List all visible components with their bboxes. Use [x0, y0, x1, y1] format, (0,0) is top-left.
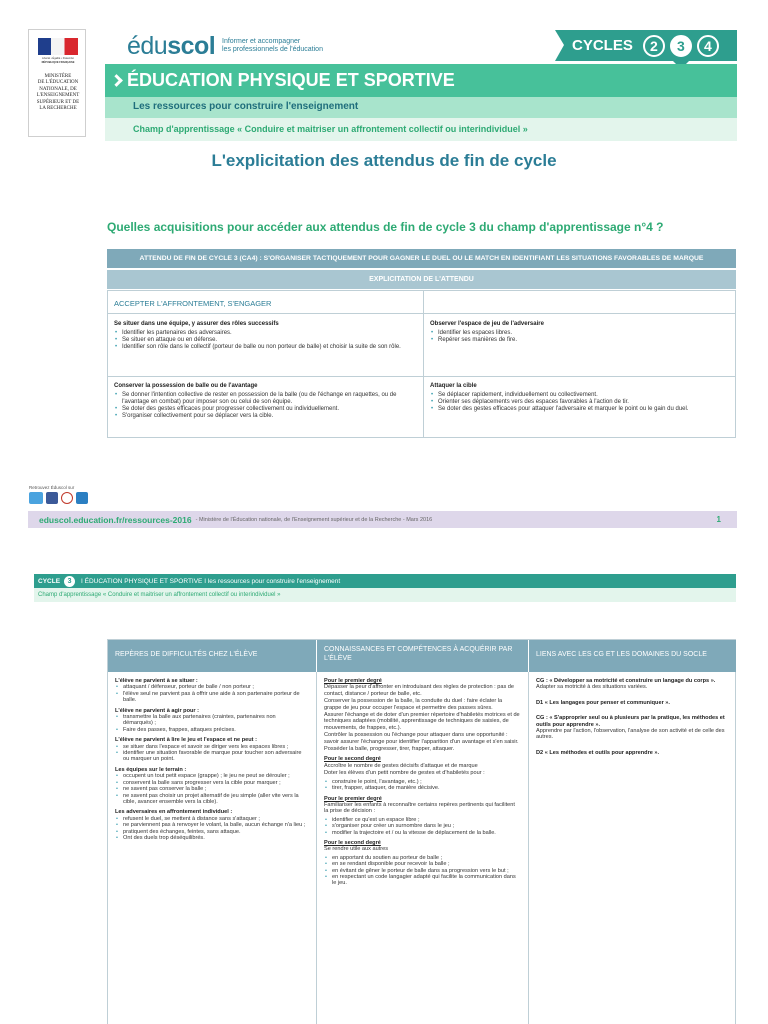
list-item: • Faire des passes, frappes, attaques précises. — [115, 727, 307, 733]
p2-cycle-badge: 3 — [64, 576, 75, 587]
p2-col-difficultes — [115, 678, 307, 841]
brand-scol: scol — [167, 32, 216, 60]
paragraph: Familiariser les enfants à reconnaître certains repères pertinents qui facilitent la prise de décision : — [324, 801, 515, 815]
republic-label: RÉPUBLIQUE FRANÇAISE — [41, 61, 75, 64]
paragraph: Posséder la balle, progresser, tirer, frapper, attaquer. — [324, 746, 455, 753]
p2-cycle-label: CYCLE — [38, 577, 61, 585]
bullet-list — [114, 392, 417, 420]
list-item: • Se donner l'intention collective de rester en possession de la balle (ou de l'échange en raquettes, ou de l'avantage en combat) pour imposer son ou celui de son équipe. — [114, 392, 417, 406]
p2-divider-2 — [528, 672, 529, 1024]
list-item: • conservent la balle sans progresser vers la cible pour marquer ; — [115, 780, 307, 786]
explicitation-header: EXPLICITATION DE L'ATTENDU — [107, 270, 736, 289]
brand-tagline: Informer et accompagner les professionnels de l'éducation — [222, 38, 323, 53]
list-item: • modifier la trajectoire et / ou la vitesse de déplacement de la balle. — [324, 830, 520, 836]
dailymotion-icon[interactable] — [61, 492, 73, 504]
list-item: • refusent le duel, se mettent à distance sans s'attaquer ; — [115, 816, 307, 822]
block-title: L'élève ne parvient à agir pour : — [115, 707, 200, 714]
ministry-name: MINISTÈRE DE L'ÉDUCATION NATIONALE, DE L'ENSEIGNEMENT SUPÉRIEUR ET DE LA RECHERCHE — [36, 74, 80, 112]
p2-header-difficultes: REPÈRES DE DIFFICULTÉS CHEZ L'ÉLÈVE — [108, 640, 316, 672]
brand-edu: édu — [127, 32, 168, 60]
paragraph: Assurer l'échange et de doter d'un premier répertoire d'habiletés motrices et de techniques adaptées (mobilité, apprentissage de techniques de saisies, de mouvements, de frappes, etc.). — [324, 712, 520, 731]
section-subtitle: Les ressources pour construire l'enseignement — [105, 97, 737, 118]
bullet-list — [430, 392, 730, 413]
list-item: • Ont des duels trop déséquilibrés. — [115, 835, 307, 841]
degree-heading: Pour le premier degré — [324, 678, 382, 684]
accepter-row: ACCEPTER L'AFFRONTEMENT, S'ENGAGER — [108, 291, 424, 314]
socle-link-title: D2 « Les méthodes et outils pour apprendre ». — [536, 749, 660, 756]
list-item: • ne parviennent pas à renvoyer le volant, la balle, aucun échange n'a lieu ; — [115, 822, 307, 828]
paragraph: Se rendre utile aux autres — [324, 846, 389, 853]
attendu-table — [107, 290, 736, 438]
list-item: • tirer, frapper, attaquer, de manière décisive. — [324, 785, 520, 791]
cycles-badge — [555, 30, 737, 61]
list-item: • Orienter ses déplacements vers des espaces favorables à l'action de tir. — [430, 399, 730, 406]
socle-link-text: Adapter sa motricité à des situations variées. — [536, 684, 648, 691]
paragraph: Dépasser la peur d'affronter en introduisant des règles de protection : pas de contact, distance / porteur de balle, etc. — [324, 684, 515, 697]
social-label: Retrouvez Éduscol sur — [29, 485, 75, 490]
paragraph: Accroître le nombre de gestes décisifs d'attaque et de marque — [324, 762, 478, 769]
cell-observer — [424, 314, 736, 377]
p2-col-liens — [536, 678, 728, 756]
socle-link-text: Apprendre par l'action, l'observation, l'analyse de son activité et de celle des autres. — [536, 728, 725, 741]
viadeo-icon[interactable] — [76, 492, 88, 504]
p2-cycle-band — [34, 574, 736, 588]
paragraph: Contrôler la possession ou l'échange pour attaquer dans une opportunité : savoir assurer l'échange pour identifier l'apparition d'un avantage et s'en saisir. — [324, 732, 519, 745]
page-footer — [28, 511, 737, 528]
p2-col-connaissances — [324, 678, 520, 887]
bullet-list — [115, 773, 307, 805]
list-item: • en apportant du soutien au porteur de balle ; — [324, 855, 520, 861]
degree-heading: Pour le second degré — [324, 839, 381, 846]
cell-attaquer — [424, 377, 736, 438]
cycles-arrow-icon — [555, 30, 564, 61]
twitter-icon[interactable] — [29, 492, 43, 504]
cell-conserver — [108, 377, 424, 438]
chevron-right-icon — [110, 74, 123, 87]
list-item: • l'élève seul ne parvient pas à offrir une aide à son partenaire porteur de balle. — [115, 691, 307, 704]
p2-table — [107, 639, 736, 1024]
bullet-list — [324, 817, 520, 836]
cell-title: Observer l'espace de jeu de l'adversaire — [430, 321, 544, 327]
list-item: • en se rendant disponible pour recevoir la balle ; — [324, 861, 520, 867]
socle-link-title: CG : « Développer sa motricité et construire un langage du corps ». — [536, 678, 716, 684]
cycle-3-badge: 3 — [670, 35, 692, 57]
list-item: • identifier ce qu'est un espace libre ; — [324, 817, 520, 823]
list-item: • transmettre la balle aux partenaires (craintes, partenaires non démarqués) ; — [115, 714, 307, 727]
bullet-list — [115, 684, 307, 703]
cycle-4-badge: 4 — [697, 35, 719, 57]
list-item: • Se doter des gestes efficaces pour progresser collectivement ou individuellement. — [114, 406, 417, 413]
bullet-list — [324, 855, 520, 887]
socle-link-title: D1 « Les langages pour penser et communiquer ». — [536, 699, 670, 706]
cell-title: Attaquer la cible — [430, 383, 477, 389]
list-item: • s'organiser pour créer un surnombre dans le jeu ; — [324, 823, 520, 829]
list-item: • en évitant de gêner le porteur de balle dans sa progression vers le but ; — [324, 868, 520, 874]
cell-title: Se situer dans une équipe, y assurer des rôles successifs — [114, 321, 279, 327]
list-item: • construire le point, l'avantage, etc.) ; — [324, 779, 520, 785]
list-item: • Repérer ses manières de fire. — [430, 337, 730, 344]
list-item: • en respectant un code langagier adapté qui facilite la communication dans le jeu. — [324, 874, 520, 887]
list-item: • Identifier les espaces libres. — [430, 330, 730, 337]
block-title: Les adversaires en affrontement individuel : — [115, 809, 233, 816]
list-item: • Identifier les partenaires des adversaires. — [114, 330, 417, 337]
champ-banner: Champ d'apprentissage « Conduire et maitriser un affrontement collectif ou interindividuel » — [105, 118, 737, 141]
question-heading: Quelles acquisitions pour accéder aux attendus de fin de cycle 3 du champ d'apprentissage n°4 ? — [107, 220, 664, 234]
empty-cell — [424, 291, 736, 314]
p2-band-text: I ÉDUCATION PHYSIQUE ET SPORTIVE I les ressources pour construire l'enseignement — [81, 577, 341, 585]
bullet-list — [115, 816, 307, 842]
cycle-2-badge: 2 — [643, 35, 665, 57]
socle-link-title: CG : « S'approprier seul ou à plusieurs par la pratique, les méthodes et outils pour apprendre ». — [536, 715, 725, 728]
eduscol-logo — [127, 32, 215, 64]
marianne-flag — [38, 38, 78, 55]
p2-header-connaissances: CONNAISSANCES ET COMPÉTENCES À ACQUÉRIR PAR L'ÉLÈVE — [317, 640, 528, 672]
paragraph: Doter les élèves d'un petit nombre de gestes et d'habiletés pour : — [324, 770, 485, 777]
list-item: • attaquant / défenseur, porteur de balle / non porteur ; — [115, 684, 307, 690]
page-number: 1 — [716, 515, 721, 524]
list-item: • identifier une situation favorable de marque pour toucher son adversaire ou marquer un point. — [115, 750, 307, 763]
bullet-list — [324, 779, 520, 792]
bullet-list — [115, 744, 307, 763]
list-item: • pratiquent des échanges, feintes, sans attaque. — [115, 829, 307, 835]
p2-header-liens: LIENS AVEC LES CG ET LES DOMAINES DU SOCLE — [529, 640, 736, 672]
cell-situer — [108, 314, 424, 377]
bullet-list — [114, 330, 417, 351]
cell-title: Conserver la possession de balle ou de l'avantage — [114, 383, 258, 389]
flag-caption: Liberté • Égalité • Fraternité — [42, 57, 74, 60]
p2-divider-1 — [316, 672, 317, 1024]
main-title: L'explicitation des attendus de fin de cycle — [211, 151, 557, 170]
cycles-label: CYCLES — [572, 37, 633, 54]
page-title: ÉDUCATION PHYSIQUE ET SPORTIVE — [127, 70, 455, 90]
block-title: Les équipes sur le terrain : — [115, 766, 187, 773]
list-item: • Se situer en attaque ou en défense. — [114, 337, 417, 344]
list-item: • ne savent pas choisir un projet alternatif de jeu simple (aller vite vers la cible, avancer ensemble vers la cible). — [115, 793, 307, 806]
block-title: L'élève ne parvient à se situer : — [115, 678, 198, 684]
bullet-list — [115, 714, 307, 733]
ministry-logo — [28, 29, 86, 137]
degree-heading: Pour le second degré — [324, 756, 381, 763]
p2-champ-band: Champ d'apprentissage « Conduire et maitriser un affrontement collectif ou interindividuel » — [34, 588, 736, 602]
list-item: • S'organiser collectivement pour se déplacer vers la cible. — [114, 413, 417, 420]
list-item: • ne savent pas conserver la balle ; — [115, 786, 307, 792]
list-item: • se situer dans l'espace et savoir se diriger vers les espaces libres ; — [115, 744, 307, 750]
list-item: • Se doter des gestes efficaces pour attaquer l'adversaire et marquer le point ou le gain du duel. — [430, 406, 730, 413]
list-item: • Identifier son rôle dans le collectif (porteur de balle ou non porteur de balle) et choisir la suite de son rôle. — [114, 344, 417, 351]
attendu-header: ATTENDU DE FIN DE CYCLE 3 (CA4) : S'ORGANISER TACTIQUEMENT POUR GAGNER LE DUEL OU LE MATCH EN IDENTIFIANT LES SITUATIONS FAVORABLES DE MARQUE — [107, 249, 736, 268]
bullet-list — [430, 330, 730, 344]
facebook-icon[interactable] — [46, 492, 58, 504]
list-item: • occupent un tout petit espace (grappe) ; le jeu ne peut se dérouler ; — [115, 773, 307, 779]
block-title: L'élève ne parvient à lire le jeu et l'espace et ne peut : — [115, 737, 257, 744]
paragraph: Conserver la possession de la balle, la conduite du duel : faire éclater la grappe de jeu pour occuper l'espace et permettre des passes sûres. — [324, 698, 503, 711]
footer-link[interactable]: eduscol.education.fr/ressources-2016 — [39, 514, 192, 525]
footer-text: - Ministère de l'Éducation nationale, de l'Enseignement supérieur et de la Recherche - Mars 2016 — [195, 516, 433, 523]
degree-heading: Pour le premier degré — [324, 795, 382, 802]
social-links — [29, 492, 88, 504]
list-item: • Se déplacer rapidement, individuellement ou collectivement. — [430, 392, 730, 399]
section-header — [105, 64, 737, 97]
